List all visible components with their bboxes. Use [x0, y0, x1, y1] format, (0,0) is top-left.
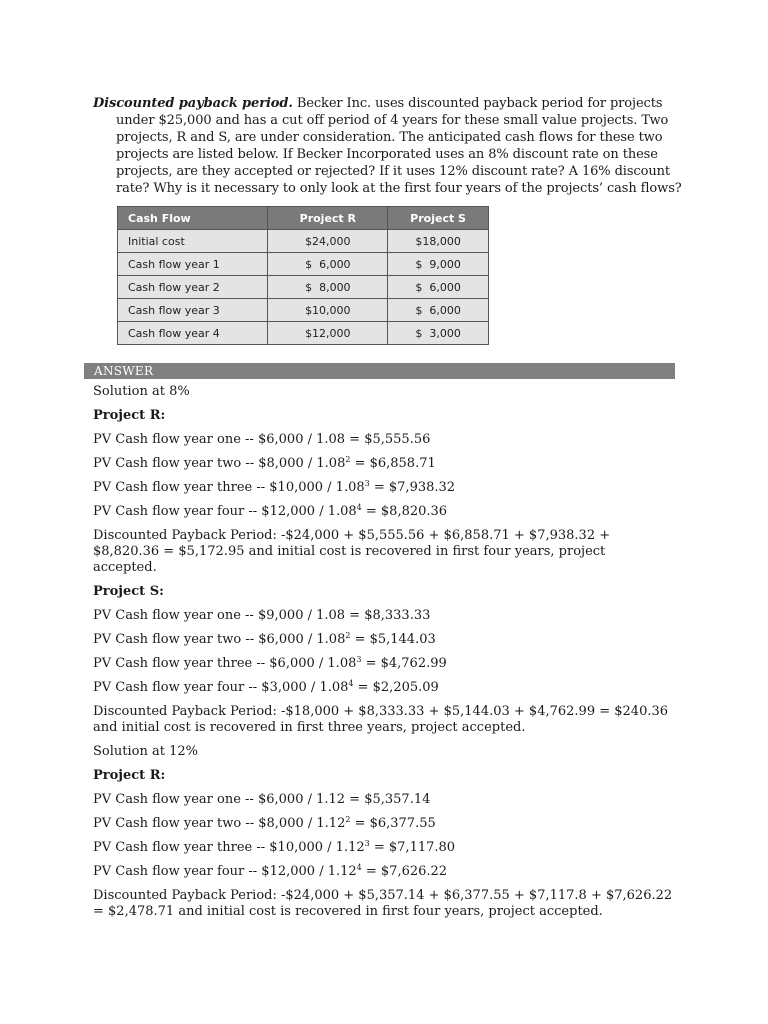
- table-cell: $ 6,000: [388, 276, 489, 299]
- question-text: Becker Inc. uses discounted payback period for projects under $25,000 and has a cut off period of 4 years for these small value projects. Two projects, R and S, are under consideration. The anticipated cash flows for these two projects are listed below. If Becker Incorporated uses an 8% discount rate on these projects, are they accepted or rejected? If it uses 12% discount rate? A 16% discount rate? Why is it necessary to only look at the first four years of the projects’ cash flows?: [116, 96, 682, 196]
- table-cell: Cash flow year 4: [118, 322, 268, 345]
- table-header: Project S: [388, 207, 489, 230]
- table-header: Cash Flow: [118, 207, 268, 230]
- table-cell: $24,000: [268, 230, 388, 253]
- answer-header-bar: ANSWER: [84, 363, 675, 379]
- pv-line: PV Cash flow year two -- $8,000 / $1.12^2$ = $6,377.55: [93, 815, 436, 831]
- table-header-row: [118, 207, 489, 230]
- solution-heading: Solution at 8%: [93, 384, 190, 399]
- pv-line: PV Cash flow year one -- $6,000 / 1.12 = $5,357.14: [93, 792, 431, 807]
- table-cell: $ 6,000: [268, 253, 388, 276]
- table-cell: $12,000: [268, 322, 388, 345]
- table-cell: $ 6,000: [388, 299, 489, 322]
- table-cell: Initial cost: [118, 230, 268, 253]
- project-heading: Project S:: [93, 584, 164, 599]
- pv-line: PV Cash flow year four -- $12,000 / $1.12^4$ = $7,626.22: [93, 863, 448, 879]
- table-row: [118, 253, 489, 276]
- pv-line: PV Cash flow year three -- $10,000 / $1.12^3$ = $7,117.80: [93, 839, 456, 855]
- pv-line: PV Cash flow year four -- $3,000 / $1.08^4$ = $2,205.09: [93, 679, 439, 695]
- table-cell: Cash flow year 2: [118, 276, 268, 299]
- answer-section: [93, 384, 673, 928]
- pv-line: PV Cash flow year one -- $6,000 / 1.08 = $5,555.56: [93, 432, 431, 447]
- table-cell: $ 3,000: [388, 322, 489, 345]
- table-cell: Cash flow year 3: [118, 299, 268, 322]
- table-cell: $10,000: [268, 299, 388, 322]
- table-row: [118, 322, 489, 345]
- pv-line: PV Cash flow year one -- $9,000 / 1.08 = $8,333.33: [93, 608, 431, 623]
- table-cell: $18,000: [388, 230, 489, 253]
- cash-flow-table: [117, 206, 489, 345]
- table-cell: $ 8,000: [268, 276, 388, 299]
- pv-line: PV Cash flow year four -- $12,000 / $1.08^4$ = $8,820.36: [93, 503, 448, 519]
- project-heading: Project R:: [93, 768, 166, 783]
- table-header: Project R: [268, 207, 388, 230]
- payback-result: Discounted Payback Period: -$24,000 + $5,357.14 + $6,377.55 + $7,117.8 + $7,626.22 = $2,478.71 and initial cost is recovered in first four years, project accepted.: [93, 888, 673, 919]
- pv-line: PV Cash flow year two -- $6,000 / $1.08^2$ = $5,144.03: [93, 631, 436, 647]
- pv-line: PV Cash flow year three -- $6,000 / $1.08^3$ = $4,762.99: [93, 655, 447, 671]
- pv-line: PV Cash flow year two -- $8,000 / $1.08^2$ = $6,858.71: [93, 455, 436, 471]
- payback-result: Discounted Payback Period: -$18,000 + $8,333.33 + $5,144.03 + $4,762.99 = $240.36 and initial cost is recovered in first three years, project accepted.: [93, 704, 669, 735]
- solution-heading: Solution at 12%: [93, 744, 198, 759]
- table-row: [118, 299, 489, 322]
- table-cell: Cash flow year 1: [118, 253, 268, 276]
- project-heading: Project R:: [93, 408, 166, 423]
- payback-result: Discounted Payback Period: -$24,000 + $5,555.56 + $6,858.71 + $7,938.32 + $8,820.36 = $5,172.95 and initial cost is recovered in first four years, project accepted.: [93, 528, 611, 575]
- table-cell: $ 9,000: [388, 253, 489, 276]
- pv-line: PV Cash flow year three -- $10,000 / $1.08^3$ = $7,938.32: [93, 479, 456, 495]
- question-paragraph: [93, 95, 683, 197]
- table-row: [118, 230, 489, 253]
- table-row: [118, 276, 489, 299]
- question-lead: Discounted payback period.: [93, 96, 293, 111]
